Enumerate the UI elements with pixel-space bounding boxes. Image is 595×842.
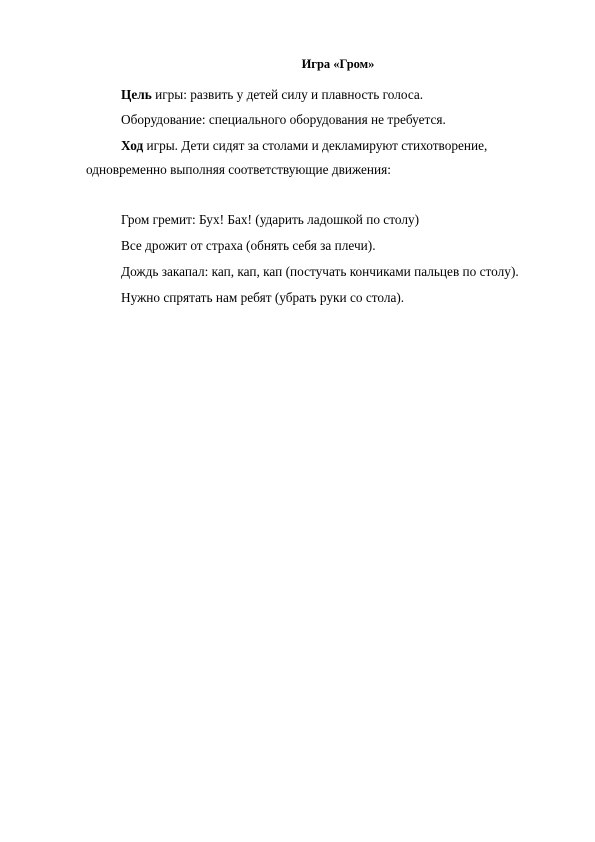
- goal-label: Цель: [121, 87, 152, 102]
- procedure-paragraph-line1: [121, 138, 487, 154]
- goal-text: игры: развить у детей силу и плавность голоса.: [151, 87, 424, 102]
- procedure-text-line1: игры. Дети сидят за столами и декламируют стихотворение,: [143, 138, 488, 153]
- verse-line: Нужно спрятать нам ребят (убрать руки со стола).: [121, 290, 405, 305]
- verse-line: Дождь закапал: кап, кап, кап (постучать кончиками пальцев по столу).: [121, 264, 519, 279]
- equipment-paragraph: Оборудование: специального оборудования не требуется.: [121, 112, 446, 127]
- verse-line: Все дрожит от страха (обнять себя за плечи).: [121, 238, 376, 253]
- goal-paragraph: [121, 87, 423, 103]
- document-title: Игра «Гром»: [301, 57, 375, 71]
- verse-line: Гром гремит: Бух! Бах! (ударить ладошкой по столу): [121, 212, 420, 227]
- procedure-paragraph-line2: одновременно выполняя соответствующие движения:: [86, 162, 391, 177]
- procedure-label: Ход: [121, 138, 144, 153]
